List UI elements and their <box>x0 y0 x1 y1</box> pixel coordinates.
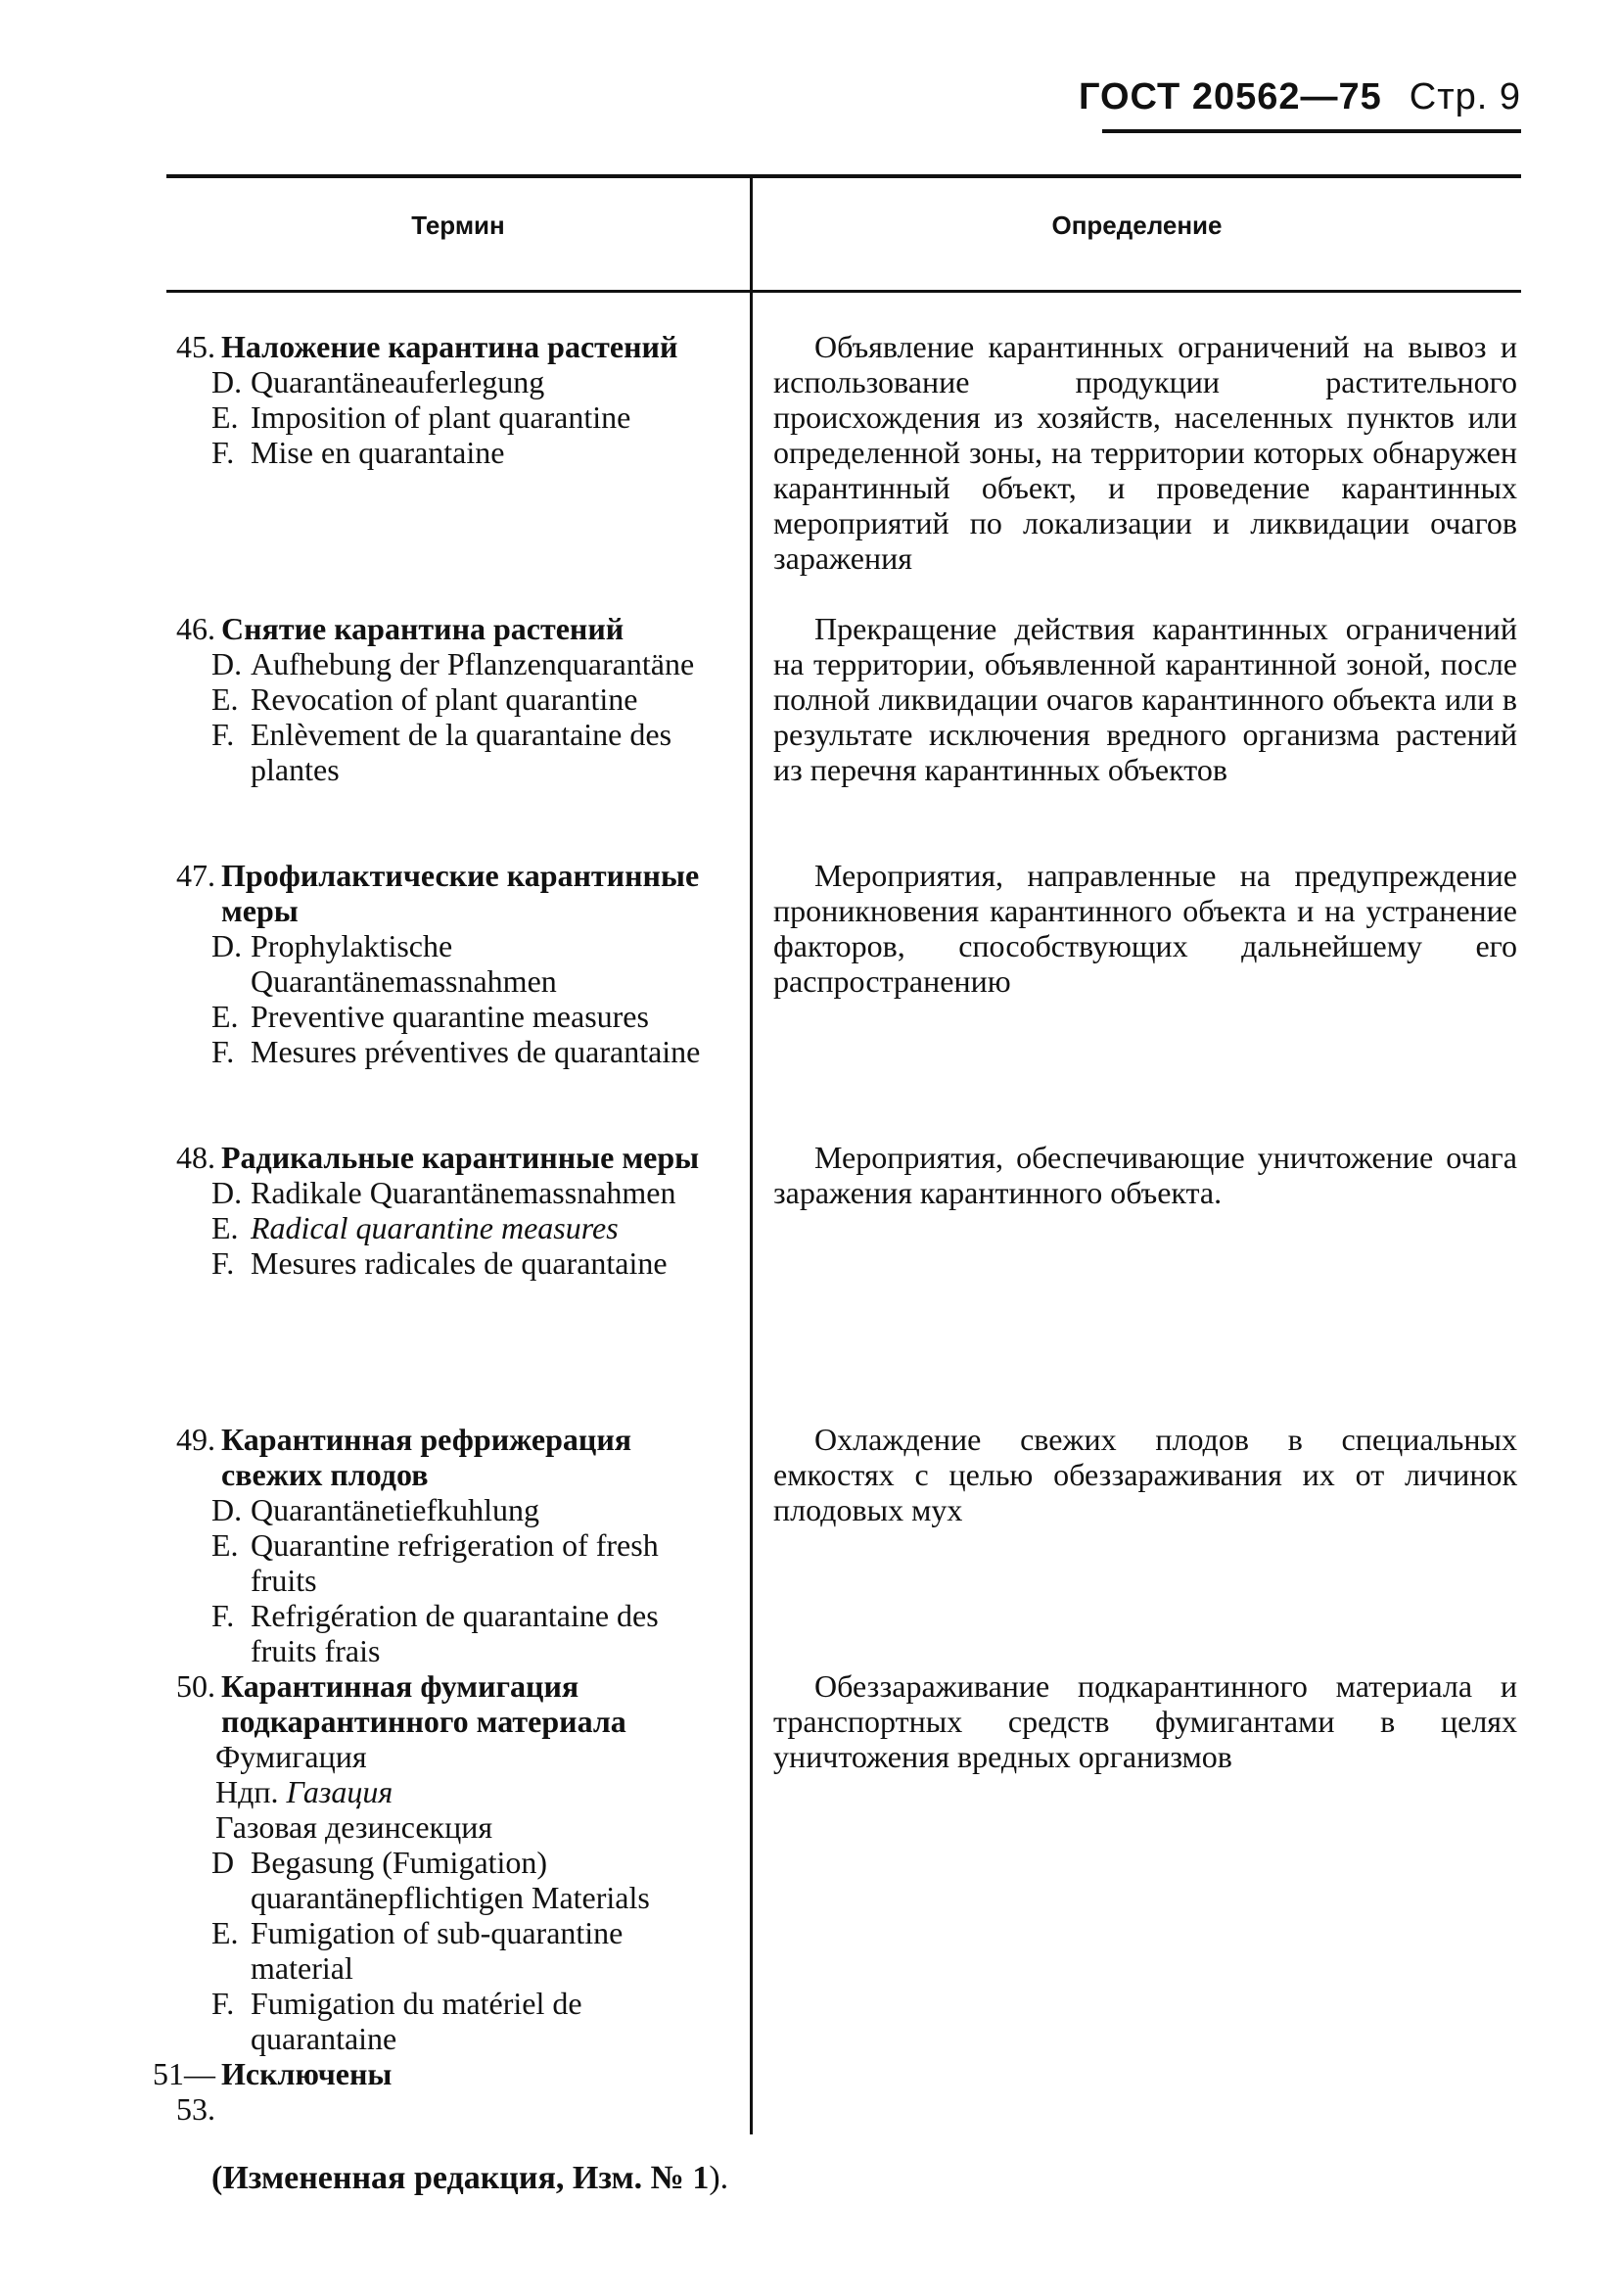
non-recommended-term <box>127 1774 724 1809</box>
column-header-term: Термин <box>411 211 505 240</box>
term-number: 47. <box>176 858 215 893</box>
excluded-entries <box>127 2056 724 2127</box>
term-entry-46 <box>127 611 724 787</box>
lang-code: F. <box>211 1034 235 1069</box>
amendment-tail: ). <box>709 2160 729 2196</box>
page-number: Стр. 9 <box>1409 76 1521 117</box>
foreign-term: Preventive quarantine measures <box>251 999 649 1034</box>
term-entry-48 <box>127 1140 724 1281</box>
term-entry-50 <box>127 1668 724 2127</box>
foreign-term: Quarantine refrigeration of fresh fruits <box>251 1527 659 1598</box>
excluded-number: 51—53. <box>153 2056 215 2127</box>
lang-code: D. <box>211 364 243 399</box>
term-number: 45. <box>176 329 215 364</box>
foreign-term: Fumigation of sub-quarantine material <box>251 1915 624 1986</box>
lang-code: E. <box>211 999 239 1034</box>
foreign-term: Quarantäneauferlegung <box>251 364 545 399</box>
definition-49: Охлаждение свежих плодов в специальных емкостях с целью обеззараживания их от личинок плодовых мух <box>773 1422 1517 1527</box>
term-number: 50. <box>176 1668 215 1704</box>
term-entry-45 <box>127 329 724 470</box>
foreign-term: Mesures radicales de quarantaine <box>251 1245 668 1281</box>
column-header-definition: Определение <box>1051 211 1223 240</box>
definition-45: Объявление карантинных ограничений на вывоз и использование продукции растительного происхождения из хозяйств, населенных пунктов или определенной зоны, на территории которых обнаружен карантинный объект, и проведение карантинных мероприятий по локализации и ликвидации очагов заражения <box>773 329 1517 576</box>
foreign-term: Fumigation du matériel de quarantaine <box>251 1986 582 2056</box>
lang-code: E. <box>211 1527 239 1563</box>
excluded-label: Исключены <box>221 2056 393 2091</box>
amendment-text: (Измененная редакция, Изм. № 1 <box>211 2160 710 2196</box>
foreign-term: Begasung (Fumigation) quarantänepflichtigen Materials <box>251 1845 650 1915</box>
term-title: Наложение карантина растений <box>221 329 678 364</box>
term-title: Профилактические карантинные меры <box>221 858 700 928</box>
standard-code: ГОСТ 20562—75 <box>1078 76 1382 117</box>
lang-code: D. <box>211 928 243 963</box>
definition-47: Мероприятия, направленные на предупреждение проникновения карантинного объекта и на устранение факторов, способствующих дальнейшему его распространению <box>773 858 1517 999</box>
lang-code: D. <box>211 646 243 681</box>
lang-code: F. <box>211 1986 235 2021</box>
lang-code: D. <box>211 1492 243 1527</box>
foreign-term: Aufhebung der Pflanzenquarantäne <box>251 646 695 681</box>
term-title: Снятие карантина растений <box>221 611 624 646</box>
lang-code: F. <box>211 1245 235 1281</box>
amendment-note <box>211 2160 728 2197</box>
lang-code: E. <box>211 1210 239 1245</box>
foreign-term: Mesures préventives de quarantaine <box>251 1034 701 1069</box>
term-synonym: Газовая дезинсекция <box>215 1809 493 1845</box>
term-synonym: Фумигация <box>215 1739 367 1774</box>
lang-code: F. <box>211 1598 235 1633</box>
foreign-term: Radikale Quarantänemassnahmen <box>251 1175 676 1210</box>
foreign-term: Radical quarantine measures <box>251 1210 619 1245</box>
lang-code: F. <box>211 717 235 752</box>
lang-code: E. <box>211 1915 239 1950</box>
ndp-term: Газация <box>286 1774 393 1809</box>
term-title: Карантинная рефрижерация свежих плодов <box>221 1422 632 1492</box>
term-number: 46. <box>176 611 215 646</box>
lang-code: E. <box>211 399 239 435</box>
foreign-term: Prophylaktische Quarantänemassnahmen <box>251 928 557 999</box>
page-header <box>1079 76 1521 118</box>
lang-code: D. <box>211 1175 243 1210</box>
definition-48: Мероприятия, обеспечивающие уничтожение очага заражения карантинного объекта. <box>773 1140 1517 1210</box>
lang-code: E. <box>211 681 239 717</box>
foreign-term: Revocation of plant quarantine <box>251 681 638 717</box>
foreign-term: Refrigération de quarantaine des fruits frais <box>251 1598 659 1668</box>
definition-50: Обеззараживание подкарантинного материала и транспортных средств фумигантами в целях уничтожения вредных организмов <box>773 1668 1517 1774</box>
table-top-rule <box>166 174 1521 178</box>
column-divider <box>750 176 753 2134</box>
term-title: Карантинная фумигация подкарантинного материала <box>221 1668 626 1739</box>
foreign-term: Enlèvement de la quarantaine des plantes <box>251 717 672 787</box>
foreign-term: Imposition of plant quarantine <box>251 399 631 435</box>
ndp-label: Ндп. <box>215 1774 279 1809</box>
term-entry-47 <box>127 858 724 1069</box>
term-title: Радикальные карантинные меры <box>221 1140 700 1175</box>
lang-code: D <box>211 1845 235 1880</box>
term-number: 49. <box>176 1422 215 1457</box>
lang-code: F. <box>211 435 235 470</box>
foreign-term: Quarantänetiefkuhlung <box>251 1492 539 1527</box>
term-entry-49 <box>127 1422 724 1668</box>
foreign-term: Mise en quarantaine <box>251 435 505 470</box>
header-rule <box>1102 129 1521 133</box>
definition-46: Прекращение действия карантинных ограничений на территории, объявленной карантинной зоной, после полной ликвидации очагов карантинного объекта или в результате исключения вредного организма растений из перечня карантинных объектов <box>773 611 1517 787</box>
term-number: 48. <box>176 1140 215 1175</box>
table-header-rule <box>166 290 1521 293</box>
